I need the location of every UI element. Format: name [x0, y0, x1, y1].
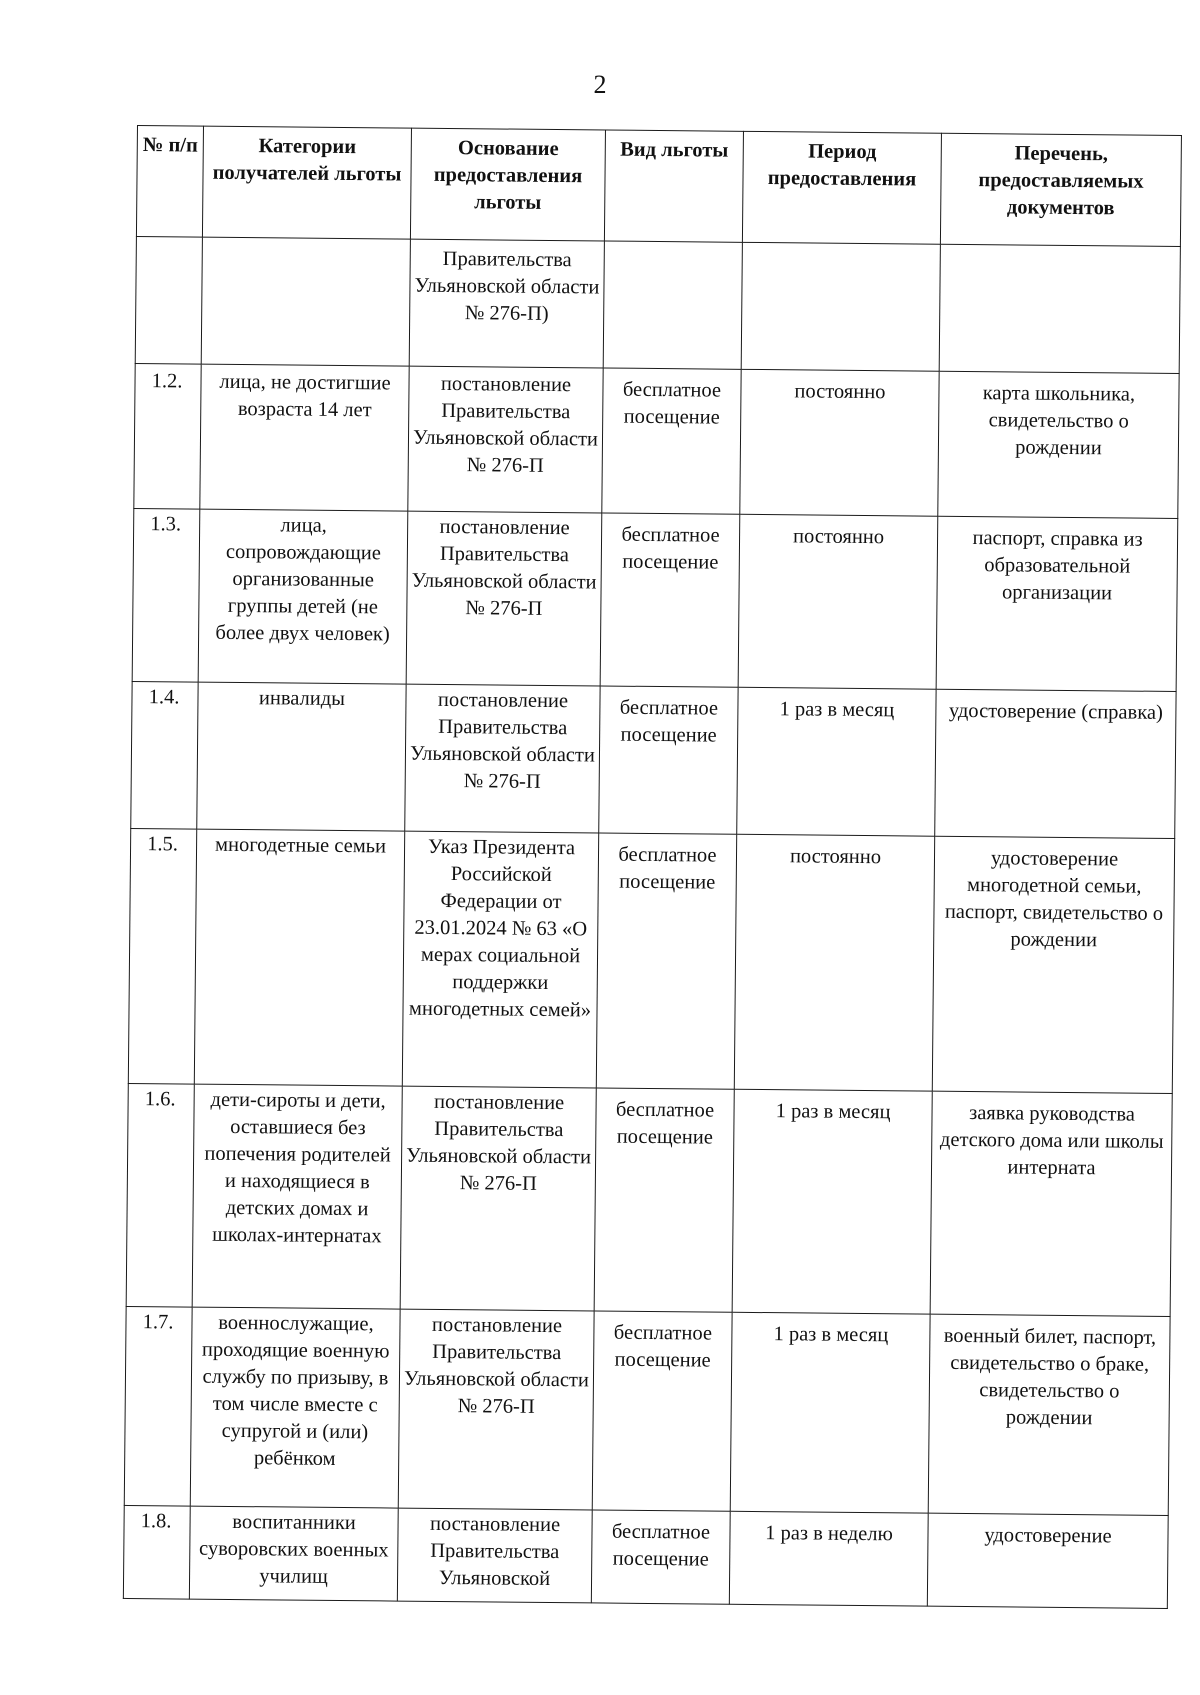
cell-basis: постановление Правительства Ульяновской области № 276-П	[400, 1086, 596, 1311]
cell-period: 1 раз в месяц	[730, 1312, 930, 1513]
cell-num: 1.8.	[123, 1505, 190, 1599]
cell-basis: постановление Правительства Ульяновской области № 276-П	[406, 511, 602, 686]
cell-documents	[939, 244, 1180, 373]
table-row-continuation	[135, 236, 1180, 373]
cell-basis: постановление Правительства Ульяновской области № 276-П	[408, 366, 603, 513]
cell-category: лица, не достигшие возраста 14 лет	[200, 364, 409, 511]
cell-num: 1.4.	[131, 681, 198, 829]
page-number: 2	[593, 70, 607, 99]
cell-category: инвалиды	[197, 682, 406, 831]
cell-num: 1.6.	[126, 1083, 194, 1307]
cell-type: бесплатное посещение	[591, 1510, 730, 1604]
table-row	[124, 1306, 1170, 1515]
cell-period: постоянно	[734, 834, 934, 1091]
table-header-row	[136, 126, 1181, 247]
table-row	[132, 508, 1178, 691]
cell-period: 1 раз в месяц	[737, 687, 936, 836]
cell-category: многодетные семьи	[194, 829, 404, 1086]
cell-period: постоянно	[738, 514, 938, 689]
cell-category: военнослужащие, проходящие военную службу по призыву, в том числе вместе с супругой и (или) ребёнком	[190, 1307, 400, 1508]
cell-basis: Правительства Ульяновской области № 276-П)	[409, 239, 604, 368]
cell-category: дети-сироты и дети, оставшиеся без попечения родителей и находящиеся в детских домах и школах-интернатах	[192, 1084, 402, 1309]
cell-documents: удостоверение (справка)	[935, 689, 1176, 838]
header-basis: Основание предоставления льготы	[410, 128, 605, 241]
table-row	[126, 1083, 1172, 1316]
cell-basis: постановление Правительства Ульяновской области № 276-П	[398, 1309, 594, 1510]
table-row	[134, 363, 1179, 518]
cell-num: 1.5.	[128, 828, 196, 1084]
cell-documents: паспорт, справка из образовательной организации	[936, 516, 1178, 691]
cell-type: бесплатное посещение	[600, 513, 740, 687]
cell-basis: Указ Президента Российской Федерации от 23.01.2024 № 63 «О мерах социальной поддержки многодетных семей»	[402, 831, 598, 1088]
cell-documents: удостоверение многодетной семьи, паспорт, свидетельство о рождении	[932, 836, 1174, 1093]
cell-type: бесплатное посещение	[594, 1088, 734, 1312]
cell-num	[135, 236, 202, 364]
table-row	[131, 681, 1176, 838]
header-category: Категории получателей льготы	[202, 126, 411, 239]
table-row	[123, 1505, 1168, 1608]
cell-basis: постановление Правительства Ульяновской области № 276-П	[405, 684, 600, 833]
cell-period: постоянно	[740, 369, 939, 516]
header-period: Период предоставления	[742, 131, 941, 244]
cell-basis: постановление Правительства Ульяновской	[397, 1508, 592, 1603]
cell-documents: военный билет, паспорт, свидетельство о браке, свидетельство о рождении	[928, 1314, 1170, 1515]
cell-type	[603, 241, 742, 369]
cell-period: 1 раз в неделю	[729, 1511, 928, 1606]
cell-documents: удостоверение	[927, 1513, 1168, 1608]
header-documents: Перечень, предоставляемых документов	[940, 133, 1181, 246]
cell-type: бесплатное посещение	[596, 833, 736, 1089]
cell-documents: заявка руководства детского дома или школы интерната	[930, 1091, 1172, 1316]
table-row	[128, 828, 1174, 1093]
cell-type: бесплатное посещение	[599, 686, 738, 834]
cell-documents: карта школьника, свидетельство о рождении	[938, 371, 1179, 518]
cell-num: 1.2.	[134, 363, 201, 509]
cell-type: бесплатное посещение	[592, 1311, 732, 1511]
cell-category	[201, 237, 410, 366]
header-type: Вид льготы	[604, 130, 743, 242]
cell-category: воспитанники суворовских военных училищ	[189, 1506, 398, 1601]
benefits-table	[123, 125, 1182, 1609]
cell-category: лица, сопровождающие организованные группы детей (не более двух человек)	[198, 509, 408, 684]
cell-num: 1.7.	[124, 1306, 192, 1506]
cell-num: 1.3.	[132, 508, 200, 682]
cell-period: 1 раз в месяц	[732, 1089, 932, 1314]
header-num: № п/п	[136, 126, 203, 238]
cell-type: бесплатное посещение	[602, 368, 741, 514]
cell-period	[741, 242, 940, 371]
